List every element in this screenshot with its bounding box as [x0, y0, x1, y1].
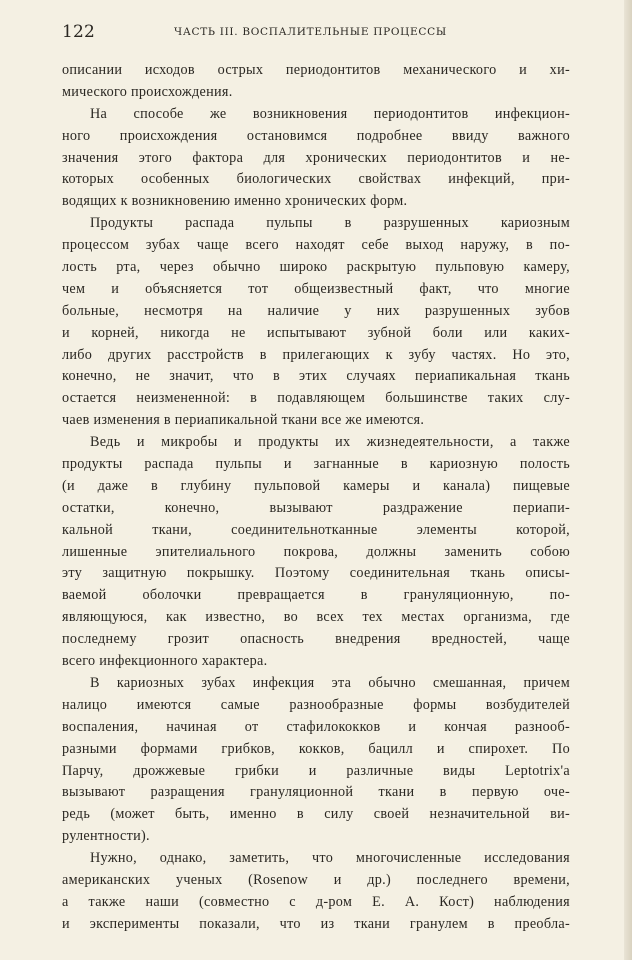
text-line: а также наши (совместно с д-ром Е. А. Кост) наблюдения [62, 893, 570, 910]
text-line: американских ученых (Rosenow и др.) последнего времени, [62, 871, 570, 888]
text-line: рулентности). [62, 828, 150, 845]
text-line: На способе же возникновения периодонтитов инфекцион- [90, 105, 570, 122]
text-line: остатки, конечно, вызывают раздражение периапи- [62, 499, 570, 516]
text-line: лишенные эпителиального покрова, должны заменить собою [62, 543, 570, 560]
body-text [62, 60, 570, 936]
running-head: ЧАСТЬ III. ВОСПАЛИТЕЛЬНЫЕ ПРОЦЕССЫ [174, 26, 447, 38]
text-line: ного происхождения остановимся подробнее ввиду важного [62, 127, 570, 144]
text-line: (и даже в глубину пульповой камеры и канала) пищевые [62, 477, 570, 494]
text-line: значения этого фактора для хронических периодонтитов и не- [62, 149, 570, 166]
text-line: больные, несмотря на наличие у них разрушенных зубов [62, 302, 570, 319]
text-line: Нужно, однако, заметить, что многочисленные исследования [90, 850, 570, 867]
text-line: Ведь и микробы и продукты их жизнедеятельности, а также [90, 434, 570, 451]
text-line: эту защитную покрышку. Поэтому соединительная ткань описы- [62, 565, 570, 582]
text-line: ваемой оболочки превращается в грануляционную, по- [62, 587, 570, 604]
text-line: являющуюся, как известно, во всех тех местах организма, где [62, 609, 570, 626]
text-line: процессом зубах чаще всего находят себе выход наружу, в по- [62, 237, 570, 254]
text-line: Продукты распада пульпы в разрушенных кариозным [90, 215, 570, 232]
page-edge-shadow [624, 0, 632, 960]
text-line: редь (может быть, именно в силу своей незначительной ви- [62, 806, 570, 823]
text-line: либо других расстройств в прилегающих к зубу частях. Но это, [62, 346, 570, 363]
text-line: продукты распада пульпы и загнанные в кариозную полость [62, 456, 570, 473]
text-line: кальной ткани, соединительнотканные элементы которой, [62, 521, 570, 538]
text-line: описании исходов острых периодонтитов механического и хи- [62, 62, 570, 78]
text-line: лость рта, через обычно широко раскрытую пульповую камеру, [62, 259, 570, 276]
text-line: Парчу, дрожжевые грибки и различные виды Leptotrix'а [62, 762, 570, 779]
text-line: чем и объясняется тот общеизвестный факт, что многие [62, 280, 570, 297]
page-header [62, 22, 568, 46]
text-line: налицо имеются самые разнообразные формы возбудителей [62, 696, 570, 713]
text-line: которых особенных биологических свойствах инфекций, при- [62, 171, 570, 188]
text-line: остается неизмененной: в подавляющем большинстве таких слу- [62, 390, 570, 407]
page-number: 122 [62, 22, 96, 42]
text-line: и корней, никогда не испытывают зубной боли или каких- [62, 324, 570, 341]
text-line: вызывают разращения грануляционной ткани в первую оче- [62, 784, 570, 801]
text-line: разными формами грибков, кокков, бацилл и спирохет. По [62, 740, 570, 757]
text-line: и эксперименты показали, что из ткани гранулем в преобла- [62, 915, 570, 932]
text-line: мического происхождения. [62, 83, 233, 100]
text-line: последнему грозит опасность внедрения вредностей, чаще [62, 631, 570, 648]
text-line: водящих к возникновению именно хронических форм. [62, 193, 408, 210]
text-line: воспаления, начиная от стафилококков и кончая разнооб- [62, 718, 570, 735]
text-line: В кариозных зубах инфекция эта обычно смешанная, причем [90, 674, 570, 691]
text-line: чаев изменения в периапикальной ткани все же имеются. [62, 412, 425, 429]
text-line: всего инфекционного характера. [62, 653, 268, 670]
text-line: конечно, не значит, что в этих случаях периапикальная ткань [62, 368, 570, 385]
